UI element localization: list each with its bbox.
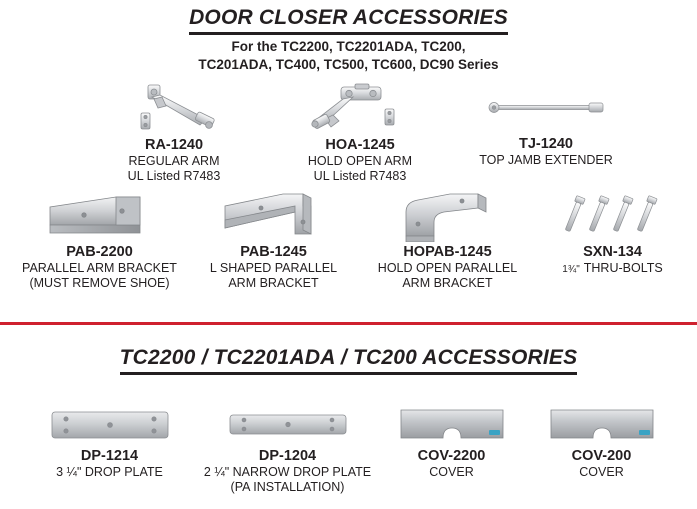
product-desc-1: 2 ¼" NARROW DROP PLATE [203,465,372,479]
thru-bolts-icon [538,190,688,242]
product-cov-200 [527,404,677,480]
section1-subtitle [0,38,697,74]
section1-row1 [80,82,640,184]
regular-arm-icon [81,83,267,135]
cover-icon [527,404,677,446]
product-desc-1: L SHAPED PARALLEL [209,261,338,275]
thru-bolt-size: 1¾" [562,264,580,275]
product-cov-2200 [377,404,527,480]
product-desc-1: 3 ¼" DROP PLATE [56,465,163,479]
section1-title [0,6,697,35]
product-dp-1204 [199,404,377,495]
section-divider [0,322,697,325]
product-desc-1: TOP JAMB EXTENDER [479,153,613,167]
product-code: HOPAB-1245 [403,244,492,260]
hold-open-parallel-arm-bracket-icon [358,190,538,242]
product-code: DP-1204 [258,448,317,464]
product-code: COV-2200 [417,448,486,464]
product-hoa-1245 [267,83,453,184]
hold-open-arm-icon [267,83,453,135]
section2-title [0,346,697,375]
l-shaped-parallel-arm-bracket-icon [190,190,358,242]
product-desc-1: HOLD OPEN ARM [307,154,413,168]
product-desc-2: UL Listed R7483 [313,169,407,183]
product-desc-2: (PA INSTALLATION) [230,480,345,494]
section2-title-text: TC2200 / TC2201ADA / TC200 ACCESSORIES [120,346,578,375]
product-ra-1240 [81,83,267,184]
product-pab-2200 [10,190,190,291]
product-tj-1240 [453,82,639,184]
narrow-drop-plate-icon [199,404,377,446]
product-desc-row [538,261,688,277]
product-desc-2: (MUST REMOVE SHOE) [29,276,170,290]
product-desc-1: THRU-BOLTS [583,261,663,275]
product-desc-2: ARM BRACKET [402,276,493,290]
product-desc-1: COVER [429,465,474,479]
product-code: TJ-1240 [518,136,573,152]
product-code: COV-200 [571,448,632,464]
cover-icon [377,404,527,446]
product-code: SXN-134 [583,244,642,260]
product-code: RA-1240 [144,137,204,153]
product-hopab-1245 [358,190,538,291]
section1-title-text: DOOR CLOSER ACCESSORIES [189,6,508,35]
product-pab-1245 [190,190,358,291]
top-jamb-extender-icon [453,82,639,134]
product-code: DP-1214 [80,448,139,464]
product-code: PAB-1245 [240,244,307,260]
section1-subtitle-line2: TC201ADA, TC400, TC500, TC600, DC90 Series [198,57,499,72]
product-dp-1214 [21,404,199,480]
section1-subtitle-line1: For the TC2200, TC2201ADA, TC200, [231,39,466,54]
product-sxn-134 [538,190,688,277]
parallel-arm-bracket-icon [10,190,190,242]
drop-plate-icon [21,404,199,446]
product-desc-1: PARALLEL ARM BRACKET [22,261,177,275]
product-desc-2: UL Listed R7483 [127,169,221,183]
product-code: HOA-1245 [325,137,395,153]
product-desc-1: HOLD OPEN PARALLEL [377,261,518,275]
product-desc-2: ARM BRACKET [228,276,319,290]
section2-row1 [0,404,697,495]
product-desc-1: REGULAR ARM [128,154,220,168]
product-desc-1: COVER [579,465,624,479]
product-code: PAB-2200 [66,244,133,260]
section1-row2 [0,190,697,291]
